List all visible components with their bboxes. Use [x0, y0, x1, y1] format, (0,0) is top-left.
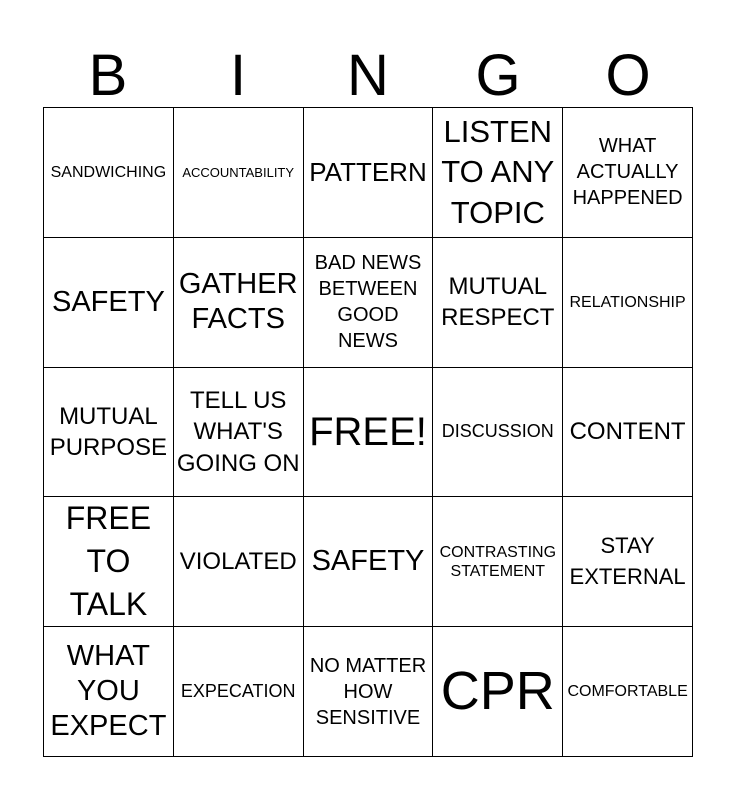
- cell-text: SAFETY: [311, 545, 425, 578]
- bingo-cell[interactable]: [174, 627, 304, 757]
- cell-text: NO MATTER HOW SENSITIVE: [309, 654, 427, 729]
- cell-text: CONTRASTING STATEMENT: [439, 543, 557, 580]
- bingo-cell[interactable]: [44, 368, 174, 498]
- cell-text: WHAT YOU EXPECT: [50, 640, 167, 742]
- cell-text: DISCUSSION: [441, 421, 554, 442]
- bingo-header: [43, 40, 693, 106]
- cell-text: GATHER FACTS: [178, 268, 298, 336]
- header-letter-g: G: [475, 43, 521, 108]
- cell-text: EXPECATION: [180, 680, 296, 701]
- bingo-cell[interactable]: [304, 238, 434, 368]
- bingo-cell[interactable]: [563, 238, 693, 368]
- cell-text: MUTUAL PURPOSE: [49, 402, 168, 461]
- cell-text: CONTENT: [569, 418, 686, 446]
- cell-text: RELATIONSHIP: [569, 293, 686, 311]
- bingo-cell[interactable]: [174, 368, 304, 498]
- cell-text: VIOLATED: [179, 548, 297, 576]
- bingo-cell[interactable]: [563, 368, 693, 498]
- cell-text: LISTEN TO ANY TOPIC: [441, 113, 555, 230]
- cell-text: MUTUAL RESPECT: [441, 273, 555, 332]
- header-letter-n: N: [347, 43, 389, 108]
- header-letter-b: B: [88, 43, 128, 108]
- header-letter-i: I: [229, 43, 247, 108]
- cell-text: WHAT ACTUALLY HAPPENED: [572, 135, 683, 210]
- bingo-cell[interactable]: [563, 108, 693, 238]
- bingo-cell[interactable]: [304, 627, 434, 757]
- bingo-cell[interactable]: [433, 238, 563, 368]
- free-cell[interactable]: [304, 368, 434, 498]
- cell-text: SANDWICHING: [50, 163, 167, 181]
- cell-text: COMFORTABLE: [567, 683, 688, 700]
- bingo-cell[interactable]: [433, 108, 563, 238]
- bingo-cell[interactable]: [563, 497, 693, 627]
- cell-text: ACCOUNTABILITY: [182, 164, 295, 180]
- cell-text: PATTERN: [309, 156, 427, 187]
- bingo-cell[interactable]: [433, 497, 563, 627]
- cell-text: SAFETY: [51, 285, 165, 318]
- bingo-cell[interactable]: [563, 627, 693, 757]
- bingo-cell[interactable]: [174, 497, 304, 627]
- bingo-cell[interactable]: [433, 627, 563, 757]
- bingo-cell[interactable]: [304, 108, 434, 238]
- bingo-cell[interactable]: [44, 238, 174, 368]
- cell-text: BAD NEWS BETWEEN GOOD NEWS: [314, 252, 422, 353]
- bingo-cell[interactable]: [174, 108, 304, 238]
- cell-text: FREE!: [309, 409, 427, 454]
- bingo-cell[interactable]: [304, 497, 434, 627]
- bingo-board: [43, 107, 693, 757]
- header-letter-o: O: [605, 43, 651, 108]
- cell-text: CPR: [440, 661, 555, 722]
- bingo-cell[interactable]: [44, 497, 174, 627]
- bingo-cell[interactable]: [44, 108, 174, 238]
- cell-text: STAY EXTERNAL: [569, 532, 686, 589]
- bingo-cell[interactable]: [174, 238, 304, 368]
- cell-text: FREE TO TALK: [65, 500, 152, 623]
- bingo-cell[interactable]: [44, 627, 174, 757]
- cell-text: TELL US WHAT'S GOING ON: [176, 387, 300, 477]
- bingo-cell[interactable]: [433, 368, 563, 498]
